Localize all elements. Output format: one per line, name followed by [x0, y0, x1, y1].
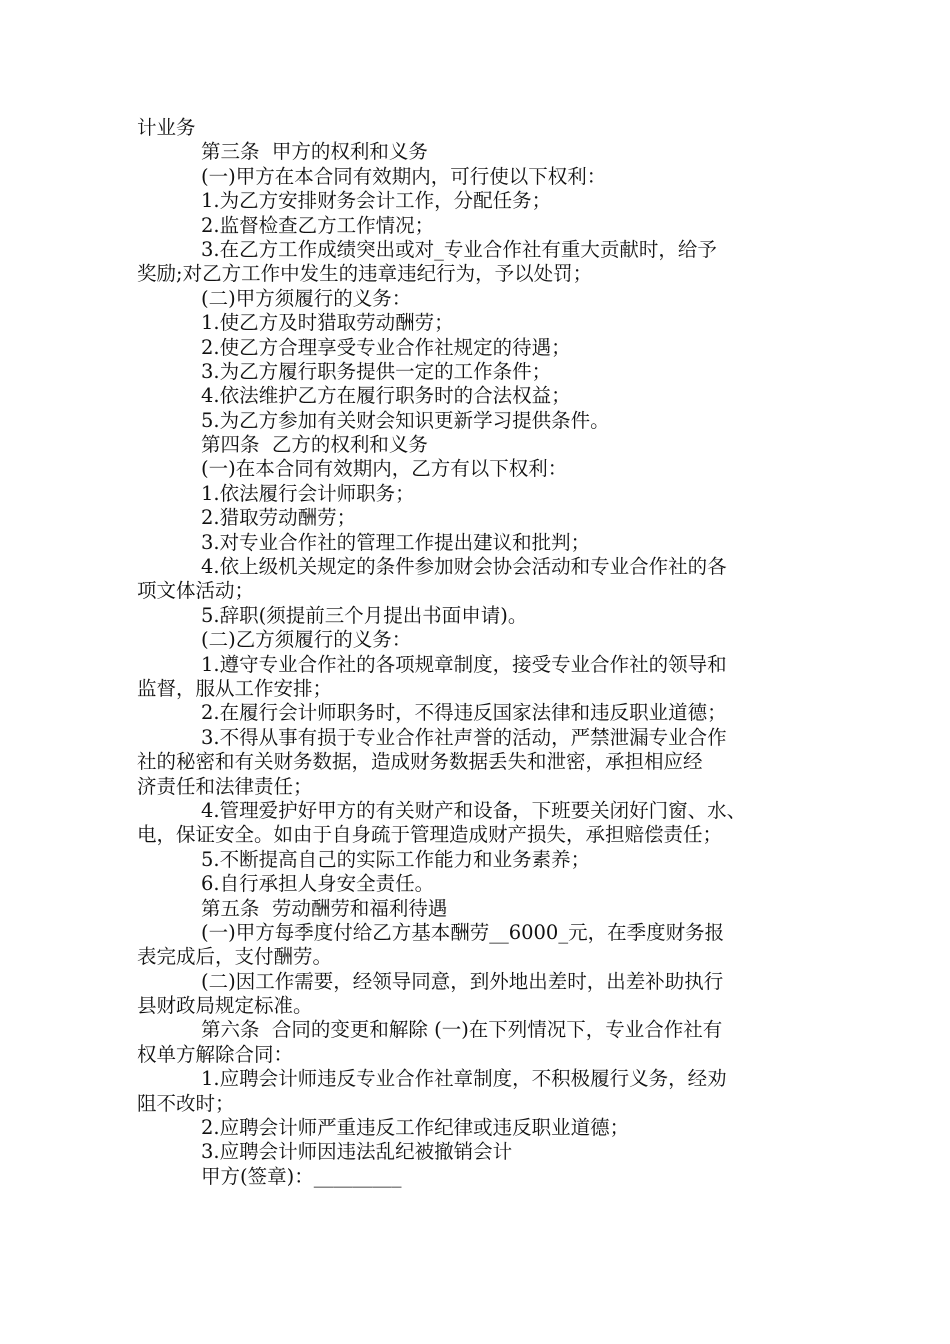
text-line: (二)因工作需要，经领导同意，到外地出差时，出差补助执行	[201, 969, 724, 993]
text-line: 监督，服从工作安排；	[137, 676, 333, 700]
document-body	[137, 116, 817, 1189]
text-line: 奖励;对乙方工作中发生的违章违纪行为，予以处罚；	[137, 262, 593, 286]
text-line: 5.不断提高自己的实际工作能力和业务素养；	[201, 847, 591, 871]
text-line: 5.辞职(须提前三个月提出书面申请)。	[201, 603, 528, 627]
text-line: 第五条 劳动酬劳和福利待遇	[201, 896, 448, 920]
text-line: 2.在履行会计师职务时，不得违反国家法律和违反职业道德；	[201, 701, 727, 725]
text-line: 表完成后，支付酬劳。	[137, 945, 333, 969]
text-line: 甲方(签章)：_________	[201, 1164, 402, 1188]
text-line: 第三条 甲方的权利和义务	[201, 140, 428, 164]
text-line: 2.监督检查乙方工作情况；	[201, 213, 435, 237]
text-line: (二)乙方须履行的义务：	[201, 628, 412, 652]
text-line: 3.对专业合作社的管理工作提出建议和批判；	[201, 530, 591, 554]
text-line: 4.依法维护乙方在履行职务时的合法权益；	[201, 384, 571, 408]
text-line: 第六条 合同的变更和解除 (一)在下列情况下，专业合作社有	[201, 1018, 723, 1042]
text-line: 县财政局规定标准。	[137, 994, 313, 1018]
text-line: 6.自行承担人身安全责任。	[201, 872, 435, 896]
text-line: 4.管理爱护好甲方的有关财产和设备，下班要关闭好门窗、水、	[201, 798, 747, 822]
text-line: 3.应聘会计师因违法乱纪被撤销会计	[201, 1140, 513, 1164]
text-line: 项文体活动；	[137, 579, 255, 603]
text-line: 权单方解除合同：	[137, 1042, 294, 1066]
text-line: 社的秘密和有关财务数据，造成财务数据丢失和泄密，承担相应经	[137, 750, 703, 774]
text-line: 阻不改时；	[137, 1091, 235, 1115]
text-line: 5.为乙方参加有关财会知识更新学习提供条件。	[201, 408, 610, 432]
text-line: 3.为乙方履行职务提供一定的工作条件；	[201, 359, 552, 383]
text-line: 3.在乙方工作成绩突出或对_专业合作社有重大贡献时，给予	[201, 237, 717, 261]
text-line: 电，保证安全。如由于自身疏于管理造成财产损失，承担赔偿责任；	[137, 823, 723, 847]
text-line: 济责任和法律责任；	[137, 774, 313, 798]
text-line: 2.应聘会计师严重违反工作纪律或违反职业道德；	[201, 1116, 630, 1140]
text-line: 3.不得从事有损于专业合作社声誉的活动，严禁泄漏专业合作	[201, 725, 727, 749]
text-line: 1.依法履行会计师职务；	[201, 481, 415, 505]
text-line: 1.使乙方及时猎取劳动酬劳；	[201, 311, 454, 335]
text-line: (一)甲方每季度付给乙方基本酬劳__6000_元，在季度财务报	[201, 920, 725, 944]
text-line: 4.依上级机关规定的条件参加财会协会活动和专业合作社的各	[201, 555, 727, 579]
text-line: (一)在本合同有效期内，乙方有以下权利：	[201, 457, 568, 481]
text-line: (二)甲方须履行的义务：	[201, 286, 412, 310]
text-line: 1.应聘会计师违反专业合作社章制度，不积极履行义务，经劝	[201, 1067, 727, 1091]
text-line: 1.遵守专业合作社的各项规章制度，接受专业合作社的领导和	[201, 652, 727, 676]
text-line: 2.猎取劳动酬劳；	[201, 506, 357, 530]
text-line: 第四条 乙方的权利和义务	[201, 433, 428, 457]
text-line: 2.使乙方合理享受专业合作社规定的待遇；	[201, 335, 571, 359]
text-line: 1.为乙方安排财务会计工作，分配任务；	[201, 189, 552, 213]
text-line: (一)甲方在本合同有效期内，可行使以下权利：	[201, 164, 607, 188]
text-line: 计业务	[137, 116, 196, 139]
